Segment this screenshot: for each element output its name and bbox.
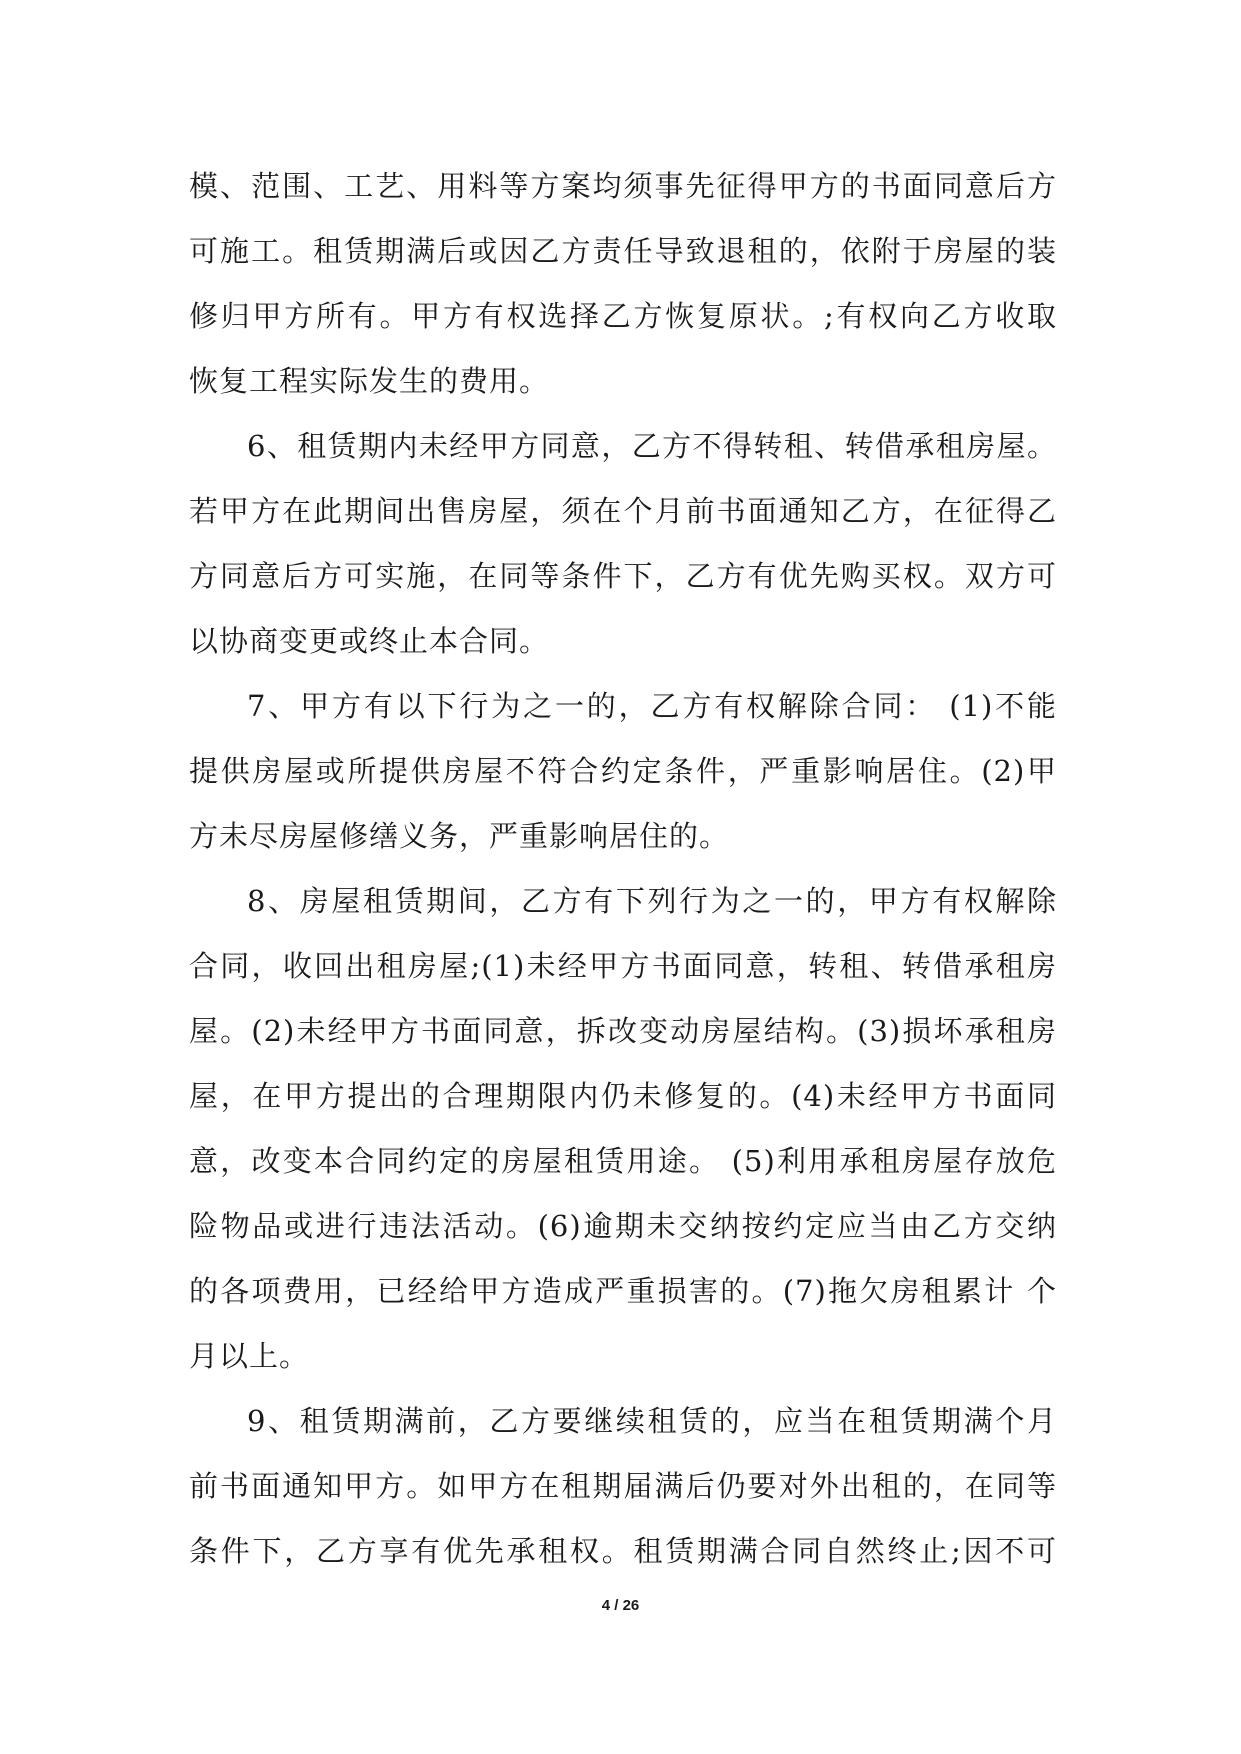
- text-line: 条件下，乙方享有优先承租权。租赁期满合同自然终止;因不可: [189, 1534, 1057, 1568]
- text-line: 方未尽房屋修缮义务，严重影响居住的。: [189, 819, 730, 853]
- text-line: 意，改变本合同约定的房屋租赁用途。 (5)利用承租房屋存放危: [189, 1144, 1057, 1178]
- clause-6-start: 6、租赁期内未经甲方同意，乙方不得转租、转借承租房屋。: [247, 429, 1057, 463]
- text-line: 屋。(2)未经甲方书面同意，拆改变动房屋结构。(3)损坏承租房: [189, 1014, 1057, 1048]
- clause-9-start: 9、租赁期满前，乙方要继续租赁的，应当在租赁期满个月: [247, 1404, 1057, 1438]
- text-line: 的各项费用，已经给甲方造成严重损害的。(7)拖欠房租累计 个: [189, 1274, 1057, 1308]
- text-line: 前书面通知甲方。如甲方在租期届满后仍要对外出租的，在同等: [189, 1469, 1057, 1503]
- text-line: 若甲方在此期间出售房屋，须在个月前书面通知乙方，在征得乙: [189, 494, 1057, 528]
- clause-8-start: 8、房屋租赁期间，乙方有下列行为之一的，甲方有权解除: [247, 884, 1057, 918]
- text-line: 险物品或进行违法活动。(6)逾期未交纳按约定应当由乙方交纳: [189, 1209, 1057, 1243]
- clause-7-start: 7、甲方有以下行为之一的，乙方有权解除合同： (1)不能: [247, 689, 1057, 723]
- contract-text: [189, 154, 1057, 1584]
- text-line: 方同意后方可实施，在同等条件下，乙方有优先购买权。双方可: [189, 559, 1057, 593]
- text-line: 以协商变更或终止本合同。: [189, 624, 550, 658]
- text-line: 屋，在甲方提出的合理期限内仍未修复的。(4)未经甲方书面同: [189, 1079, 1057, 1113]
- text-line: 恢复工程实际发生的费用。: [189, 364, 550, 398]
- text-line: 月以上。: [189, 1339, 310, 1373]
- text-line: 修归甲方所有。甲方有权选择乙方恢复原状。;有权向乙方收取: [189, 299, 1057, 333]
- text-line: 合同，收回出租房屋;(1)未经甲方书面同意，转租、转借承租房: [189, 949, 1057, 983]
- text-line: 模、范围、工艺、用料等方案均须事先征得甲方的书面同意后方: [189, 169, 1057, 203]
- page-number: 4 / 26: [601, 1597, 640, 1614]
- text-line: 可施工。租赁期满后或因乙方责任导致退租的，依附于房屋的装: [189, 234, 1057, 268]
- text-line: 提供房屋或所提供房屋不符合约定条件，严重影响居住。(2)甲: [189, 754, 1057, 788]
